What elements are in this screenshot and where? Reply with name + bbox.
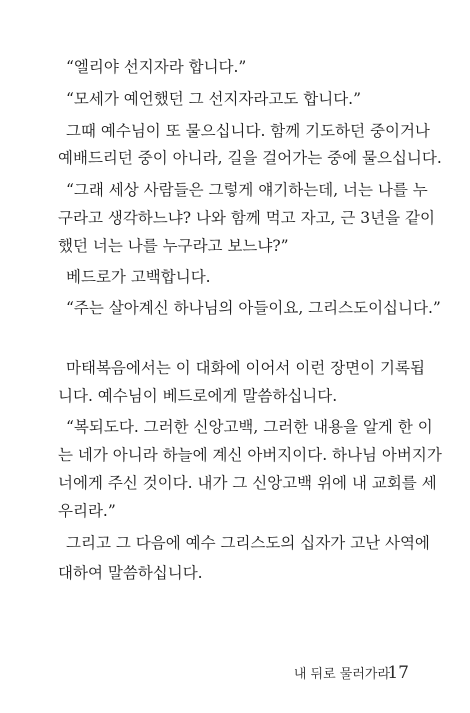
text-line: 너에게 주신 것이다. 내가 그 신앙고백 위에 내 교회를 세 <box>58 474 437 492</box>
text-line: 니다. 예수님이 베드로에게 말씀하십니다. <box>58 387 338 405</box>
page-number: 17 <box>387 663 409 683</box>
text-line: “엘리야 선지자라 합니다.” <box>66 58 247 76</box>
text-line: 그때 예수님이 또 물으십니다. 함께 기도하던 중이거나 <box>66 122 430 140</box>
text-line: “모세가 예언했던 그 선지자라고도 합니다.” <box>66 90 362 108</box>
text-line: 구라고 생각하느냐? 나와 함께 먹고 자고, 근 3년을 같이 <box>58 209 435 227</box>
text-line: 베드로가 고백합니다. <box>66 268 211 286</box>
text-line: 했던 너는 나를 누구라고 보느냐?” <box>58 237 289 255</box>
text-line: “복되도다. 그러한 신앙고백, 그러한 내용을 알게 한 이 <box>66 418 433 436</box>
text-line: “그래 세상 사람들은 그렇게 얘기하는데, 너는 나를 누 <box>66 181 428 199</box>
text-line: 대하여 말씀하십니다. <box>58 564 203 582</box>
text-line: 는 네가 아니라 하늘에 계신 아버지이다. 하나님 아버지가 <box>58 446 442 464</box>
text-line: 예배드리던 중이 아니라, 길을 걸어가는 중에 물으십니다. <box>58 149 442 167</box>
text-line: “주는 살아계신 하나님의 아들이요, 그리스도이십니다.” <box>66 299 441 317</box>
running-footer-title: 내 뒤로 물러가라 <box>293 667 390 682</box>
text-line: 마태복음에서는 이 대화에 이어서 이런 장면이 기록됩 <box>66 359 425 377</box>
text-line: 우리라.” <box>58 502 116 520</box>
text-line: 그리고 그 다음에 예수 그리스도의 십자가 고난 사역에 <box>66 534 430 552</box>
